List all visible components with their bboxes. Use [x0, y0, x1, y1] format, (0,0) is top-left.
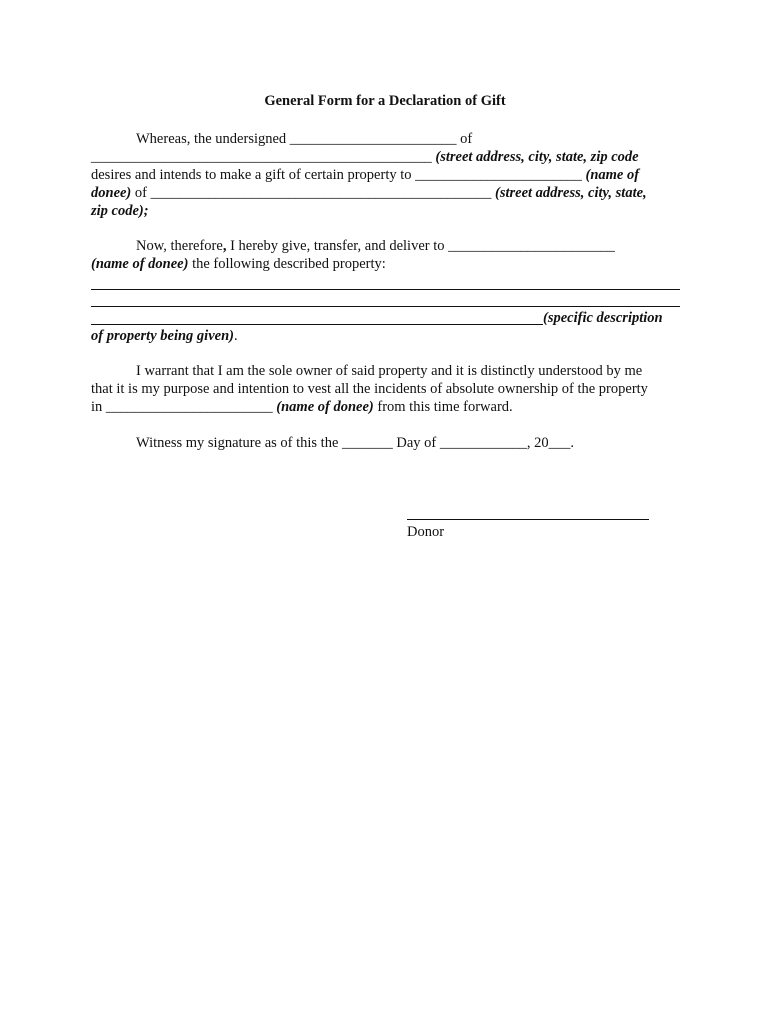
p1-line-3-text: desires and intends to make a gift of certain property to _______________________ [91, 167, 586, 183]
p1-line-3 [91, 166, 639, 184]
property-description-line-1[interactable] [91, 289, 680, 290]
p2-line-1-a: Now, therefore [136, 238, 223, 254]
p3-line-3-a: in _______________________ [91, 399, 277, 415]
p2-line-2-text: the following described property: [188, 256, 386, 272]
signature-line[interactable] [407, 519, 649, 520]
donee-hint: donee) [91, 185, 132, 201]
document-title: General Form for a Declaration of Gift [264, 93, 506, 109]
name-of-donee-hint-3: (name of donee) [276, 399, 374, 415]
name-of-donee-hint: (name of [585, 167, 640, 183]
blank-line[interactable]: _______________________________________________ [91, 149, 436, 165]
zip-code-hint: zip code); [91, 203, 149, 219]
p1-line-2 [91, 148, 639, 166]
property-description-line-2[interactable] [91, 306, 680, 307]
p1-line-4 [91, 184, 647, 202]
property-description-line-3[interactable] [91, 324, 543, 325]
name-of-donee-hint-2: (name of donee) [91, 256, 189, 272]
street-address-hint: (street address, city, state, zip code [435, 149, 639, 165]
p2-line-1 [136, 237, 615, 255]
p2-line-2 [91, 255, 386, 273]
p3-line-1: I warrant that I am the sole owner of said property and it is distinctly understood by me [136, 363, 643, 379]
p3-line-3-c: from this time forward. [373, 399, 513, 415]
street-address-hint-2: (street address, city, state, [494, 185, 647, 201]
p1-line-1: Whereas, the undersigned _______________________ of [136, 131, 473, 147]
p3-line-2: that it is my purpose and intention to vest all the incidents of absolute ownership of the property [91, 381, 648, 397]
p2-line-6 [91, 327, 238, 345]
specific-description-hint: (specific description [543, 310, 663, 326]
witness-line: Witness my signature as of this the _______ Day of ____________, 20___. [136, 435, 574, 451]
p2-line-1-c: I hereby give, transfer, and deliver to _______________________ [226, 238, 615, 254]
donor-label: Donor [407, 524, 445, 540]
p2-comma: , [222, 238, 227, 254]
property-given-hint: of property being given) [91, 328, 234, 344]
p3-line-3 [91, 398, 513, 416]
p1-line-4-text: of _______________________________________________ [131, 185, 495, 201]
p2-period: . [233, 328, 238, 344]
